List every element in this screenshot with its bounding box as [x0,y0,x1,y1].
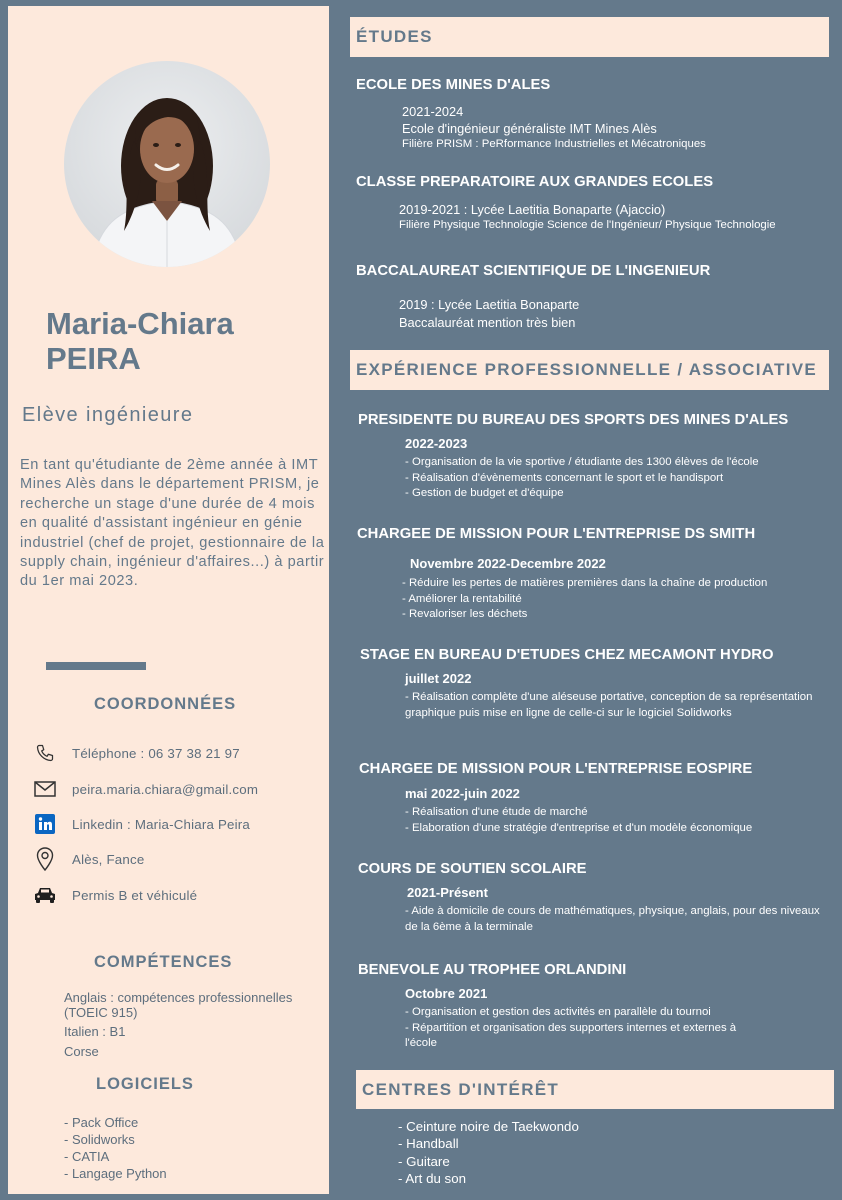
experience-date: Octobre 2021 [405,986,488,1001]
contact-text[interactable]: Linkedin : Maria-Chiara Peira [72,816,250,832]
experience-bullets [405,455,759,502]
contact-linkedin [34,811,250,837]
list-item: - Handball [398,1136,459,1152]
contact-heading: COORDONNÉES [94,695,237,713]
profile-summary: En tant qu'étudiante de 2ème année à IMT Mines Alès dans le département PRISM, je recherche un stage d'une durée de 4 mois en qualité d'assistant ingénieur en génie industriel (chef de projet, gestionnaire de la supply chain, ingénieur d'affaires...) à partir du 1er mai 2023. [20,457,325,590]
education-line: 2019-2021 : Lycée Laetitia Bonaparte (Ajaccio) [399,202,666,217]
experience-title: CHARGEE DE MISSION POUR L'ENTREPRISE DS SMITH [357,526,756,542]
contact-location [34,846,144,872]
linkedin-icon [34,812,56,836]
list-item: - Répartition et organisation des supporters internes et externes à l'école [405,1021,737,1049]
section-divider [46,662,146,670]
software-list [64,1114,167,1182]
map-pin-icon [34,847,56,871]
list-item: - Langage Python [64,1166,167,1181]
experience-title: CHARGEE DE MISSION POUR L'ENTREPRISE EOSPIRE [359,761,753,777]
interests-heading: CENTRES D'INTÉRÊT [356,1070,834,1109]
list-item: - Réalisation d'évènements concernant le sport et le handisport [405,471,724,484]
profile-photo [64,61,270,267]
experience-bullets [405,690,825,721]
contact-text: Téléphone : 06 37 38 21 97 [72,745,240,761]
phone-icon [34,741,56,765]
interests-list [398,1118,579,1187]
list-item: Anglais : compétences professionnelles (TOEIC 915) [64,990,293,1020]
education-sub [399,218,776,234]
list-item: - Revaloriser les déchets [402,608,528,620]
education-school: BACCALAUREAT SCIENTIFIQUE DE L'INGENIEUR [356,263,711,279]
skills-list [64,991,294,1064]
left-sidebar [8,6,329,1194]
experience-bullets [405,904,820,935]
list-item: Corse [64,1043,99,1059]
car-icon [34,883,56,907]
experience-date: 2022-2023 [405,436,468,451]
list-item: - Améliorer la rentabilité [402,592,522,605]
experience-bullets [402,576,767,623]
first-name: Maria-Chiara [46,306,234,341]
experience-title: PRESIDENTE DU BUREAU DES SPORTS DES MINES D'ALES [358,412,789,428]
mail-icon [34,777,56,801]
education-dates: 2021-2024 [402,104,464,119]
education-heading: ÉTUDES [350,17,829,57]
list-item: - Réalisation complète d'une aléseuse portative, conception de sa représentation graphique puis mise en ligne de celle-ci sur le logiciel Solidworks [405,691,813,719]
experience-date: 2021-Présent [407,885,488,900]
list-item: - Organisation et gestion des activités en parallèle du tournoi [405,1006,711,1018]
software-heading: LOGICIELS [96,1075,194,1093]
contact-license [34,882,197,908]
portrait-illustration [64,61,270,267]
experience-title: BENEVOLE AU TROPHEE ORLANDINI [358,962,627,978]
job-title: Elève ingénieure [22,404,194,426]
education-school: ECOLE DES MINES D'ALES [356,77,551,93]
experience-bullets [405,1005,765,1052]
list-item: - CATIA [64,1149,110,1164]
list-item: - Art du son [398,1170,466,1186]
experience-date: mai 2022-juin 2022 [405,786,520,801]
experience-heading: EXPÉRIENCE PROFESSIONNELLE / ASSOCIATIVE [350,350,829,390]
list-item: - Elaboration d'une stratégie d'entreprise et d'un modèle économique [405,821,753,834]
list-item: Italien : B1 [64,1024,126,1039]
list-item: - Organisation de la vie sportive / étudiante des 1300 élèves de l'école [405,456,759,468]
contact-text: Permis B et véhiculé [72,887,198,903]
list-item: - Pack Office [64,1115,139,1130]
experience-date: juillet 2022 [405,671,472,686]
contact-text: Alès, Fance [72,851,145,867]
education-line: 2019 : Lycée Laetitia Bonaparte [399,297,580,312]
list-item: - Solidworks [64,1132,135,1147]
list-item: - Aide à domicile de cours de mathématiques, physique, anglais, pour des niveaux de la 6ème à la terminale [405,905,820,933]
education-sub [402,137,706,153]
list-item: - Gestion de budget et d'équipe [405,487,564,499]
experience-bullets [405,805,752,836]
list-item: - Réalisation d'une étude de marché [405,806,588,818]
skills-heading: COMPÉTENCES [94,953,233,971]
list-item: - Ceinture noire de Taekwondo [398,1119,579,1134]
experience-title: STAGE EN BUREAU D'ETUDES CHEZ MECAMONT HYDRO [360,647,774,663]
education-line: Baccalauréat mention très bien [399,315,576,330]
contact-email [34,776,258,802]
education-line: Ecole d'ingénieur généraliste IMT Mines Alès [402,121,657,136]
contact-text[interactable]: peira.maria.chiara@gmail.com [72,781,259,797]
experience-date: Novembre 2022-Decembre 2022 [410,556,606,571]
list-item: - Réduire les pertes de matières premières dans la chaîne de production [402,577,768,589]
education-school: CLASSE PREPARATOIRE AUX GRANDES ECOLES [356,174,714,190]
list-item: - Guitare [398,1153,450,1169]
contact-phone [34,740,240,766]
experience-title: COURS DE SOUTIEN SCOLAIRE [358,861,587,877]
education-sub-text: Filière PRISM : PeRformance Industrielles et Mécatroniques [402,138,706,150]
candidate-name [46,306,234,376]
education-sub-text: Filière Physique Technologie Science de l'Ingénieur/ Physique Technologie [399,219,776,231]
last-name: PEIRA [46,341,141,376]
